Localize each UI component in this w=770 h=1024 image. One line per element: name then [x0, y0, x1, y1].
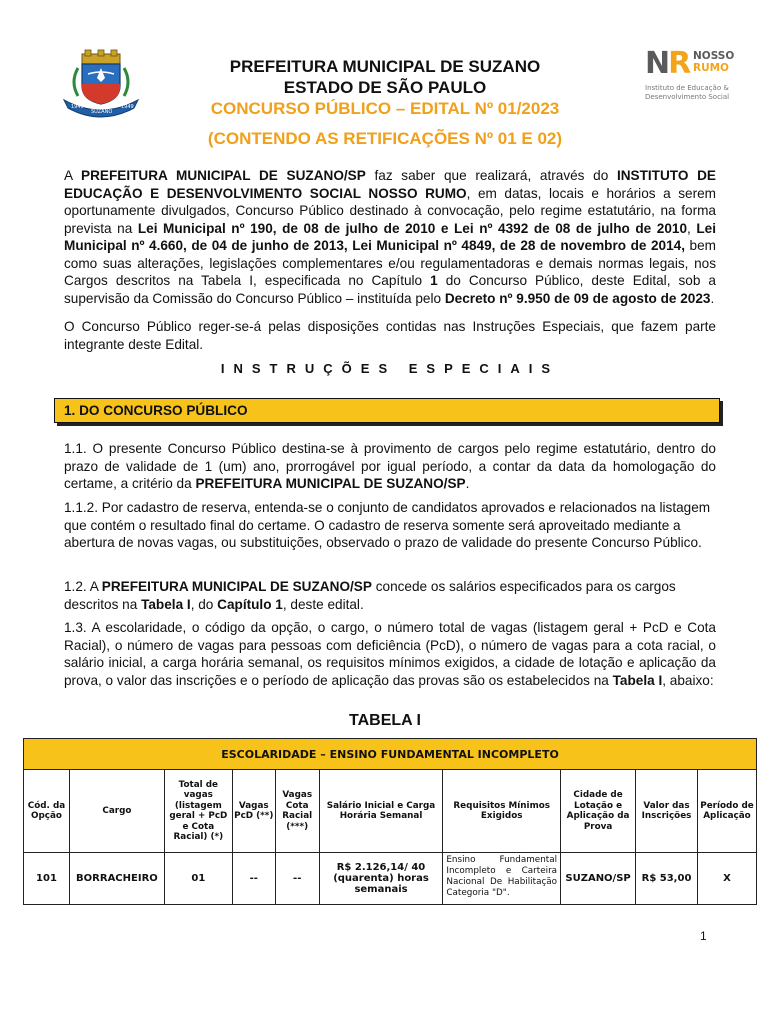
col-header-codigo: Cód. da Opção: [24, 770, 70, 853]
logo-letter-n: N: [645, 46, 669, 81]
intro-bold-capitulo: 1: [430, 273, 438, 288]
nosso-rumo-logo-mark: [645, 46, 689, 81]
p13-text: 1.3. A escolaridade, o código da opção, o cargo, o número total de vagas (listagem geral + PcD e Cota Racial), o número de vagas para pessoas com deficiência (PcD), o número de vagas para a cota racial, o salário inicial, a carga horária semanal, os requisitos mínimos exigidos, a cidade de lotação e aplicação da prova, o valor das inscrições e o período de aplicação das provas são os estabelecidos na: [64, 620, 716, 688]
p12-text: , deste edital.: [282, 596, 364, 612]
p12-text: concede os salários especificados para os cargos descritos na: [64, 579, 676, 612]
crest-year-left: 1949: [71, 104, 84, 110]
intro-bold-lei-190: Lei Municipal nº 190, de 08 de julho de 2010 e Lei nº 4392 de 08 de julho de 2010: [137, 220, 688, 236]
p12-bold-capitulo: Capítulo 1: [217, 596, 283, 612]
col-header-vagas-pcd: Vagas PcD (**): [232, 770, 275, 853]
intro-text: do Concurso Público, deste Edital, sob a supervisão da Comissão do Concurso Público – instituída pelo: [64, 273, 716, 306]
p12-bold-prefeitura: PREFEITURA MUNICIPAL DE SUZANO/SP: [101, 579, 372, 594]
intro-text: faz saber que realizará, através do: [365, 168, 617, 183]
cell-vagas-cota: --: [275, 853, 319, 905]
nosso-rumo-logo: [645, 44, 745, 104]
crest-name: SUZANO: [91, 109, 113, 115]
intro-bold-decreto: Decreto nº 9.950 de 09 de agosto de 2023: [444, 290, 711, 306]
table-row: [24, 853, 757, 905]
title-estado: ESTADO DE SÃO PAULO: [283, 78, 487, 97]
p13-bold-tabela: Tabela I: [612, 672, 663, 688]
col-header-salario: Salário Inicial e Carga Horária Semanal: [319, 770, 443, 853]
p13-text: , abaixo:: [662, 672, 714, 688]
intro-bold-prefeitura: PREFEITURA MUNICIPAL DE SUZANO/SP: [81, 168, 366, 183]
cell-valor: R$ 53,00: [636, 853, 698, 905]
cell-cargo: BORRACHEIRO: [69, 853, 164, 905]
intro-text: , em datas, locais e horários a serem oportunamente divulgados, Concurso Público destinado à convocação, pelo regime estatutário, na forma prevista na: [64, 185, 717, 236]
municipal-crest-icon: [58, 48, 144, 120]
intro-text: .: [710, 290, 715, 306]
tabela-title: TABELA I: [349, 712, 421, 729]
section-heading: 1. DO CONCURSO PÚBLICO: [64, 403, 248, 418]
col-header-valor: Valor das Inscrições: [636, 770, 698, 853]
intro-paragraph: [64, 167, 716, 307]
col-header-vagas-cota: Vagas Cota Racial (***): [275, 770, 319, 853]
paragraph-1-2: [64, 578, 716, 613]
logo-letter-r: R: [668, 46, 690, 81]
intro-bold-instituto: INSTITUTO DE EDUCAÇÃO E DESENVOLVIMENTO SOCIAL NOSSO RUMO: [64, 168, 716, 201]
p12-text: 1.2. A: [64, 579, 102, 594]
col-header-cidade: Cidade de Lotação e Aplicação da Prova: [561, 770, 636, 853]
document-title-block: [150, 56, 620, 149]
vacancy-table: [23, 738, 757, 905]
title-prefeitura: PREFEITURA MUNICIPAL DE SUZANO: [229, 57, 541, 76]
instrucoes-especiais-heading: INSTRUÇÕES ESPECIAIS: [220, 361, 560, 376]
paragraph-1-3: [64, 619, 716, 689]
intro-text: A: [64, 168, 81, 183]
title-retificacoes: (CONTENDO AS RETIFICAÇÕES Nº 01 E 02): [207, 129, 563, 148]
logo-tagline: Instituto de Educação & Desenvolvimento Social: [645, 84, 730, 101]
cell-salario: R$ 2.126,14/ 40 (quarenta) horas semanais: [319, 853, 443, 905]
intro-text: bem como suas alterações, legislações complementares e/ou regulamentadoras e demais normas legais, nos Cargos descritos na Tabela I, especificada no Capítulo: [64, 238, 716, 288]
crest-year-right: 1949: [121, 104, 134, 110]
p12-bold-tabela: Tabela I: [141, 596, 191, 612]
col-header-total-vagas: Total de vagas (listagem geral + PcD e Cota Racial) (*): [164, 770, 232, 853]
col-header-requisitos: Requisitos Mínimos Exigidos: [443, 770, 561, 853]
title-edital: CONCURSO PÚBLICO – EDITAL Nº 01/2023: [210, 99, 560, 118]
logo-brand-text: [693, 50, 734, 74]
col-header-periodo: Período de Aplicação: [697, 770, 756, 853]
page-number: 1: [700, 929, 707, 943]
intro-text: ,: [687, 220, 697, 236]
section-heading-bar: [54, 398, 720, 423]
p11-text: 1.1. O presente Concurso Público destina-se à provimento de cargos pelo regime estatutário, dentro do prazo de validade de 1 (um) ano, prorrogável por igual período, a contar da data da homologação do certame, a critério da: [64, 441, 716, 491]
paragraph-1-1-2: 1.1.2. Por cadastro de reserva, entenda-se o conjunto de candidatos aprovados e relacionados na listagem que contém o resultado final do certame. O cadastro de reserva somente será aproveitado mediante a abertura de novas vagas, ou substituições, observado o prazo de validade do presente Concurso Público.: [64, 500, 711, 550]
table-group-header: ESCOLARIDADE – ENSINO FUNDAMENTAL INCOMPLETO: [24, 739, 757, 770]
logo-brand-line-2: RUMO: [693, 62, 729, 74]
intro-bold-lei-4660: Lei Municipal nº 4.660, de 04 de junho de 2013, Lei Municipal nº 4849, de 28 de novembro de 2014,: [64, 220, 716, 253]
intro-paragraph-2: O Concurso Público reger-se-á pelas disposições contidas nas Instruções Especiais, que fazem parte integrante deste Edital.: [64, 319, 716, 352]
logo-brand-line-1: NOSSO: [693, 50, 735, 62]
p11-bold: PREFEITURA MUNICIPAL DE SUZANO/SP: [195, 476, 466, 491]
cell-periodo: X: [697, 853, 756, 905]
col-header-cargo: Cargo: [69, 770, 164, 853]
p12-text: , do: [190, 596, 218, 612]
cell-cidade: SUZANO/SP: [561, 853, 636, 905]
paragraph-1-1: [64, 440, 716, 493]
cell-vagas-pcd: --: [232, 853, 275, 905]
cell-total-vagas: 01: [164, 853, 232, 905]
p11-text: .: [465, 476, 470, 491]
table-column-headers: [24, 770, 757, 853]
cell-codigo: 101: [24, 853, 70, 905]
cell-requisitos: Ensino Fundamental Incompleto e Carteira Nacional De Habilitação Categoria "D".: [443, 853, 561, 905]
